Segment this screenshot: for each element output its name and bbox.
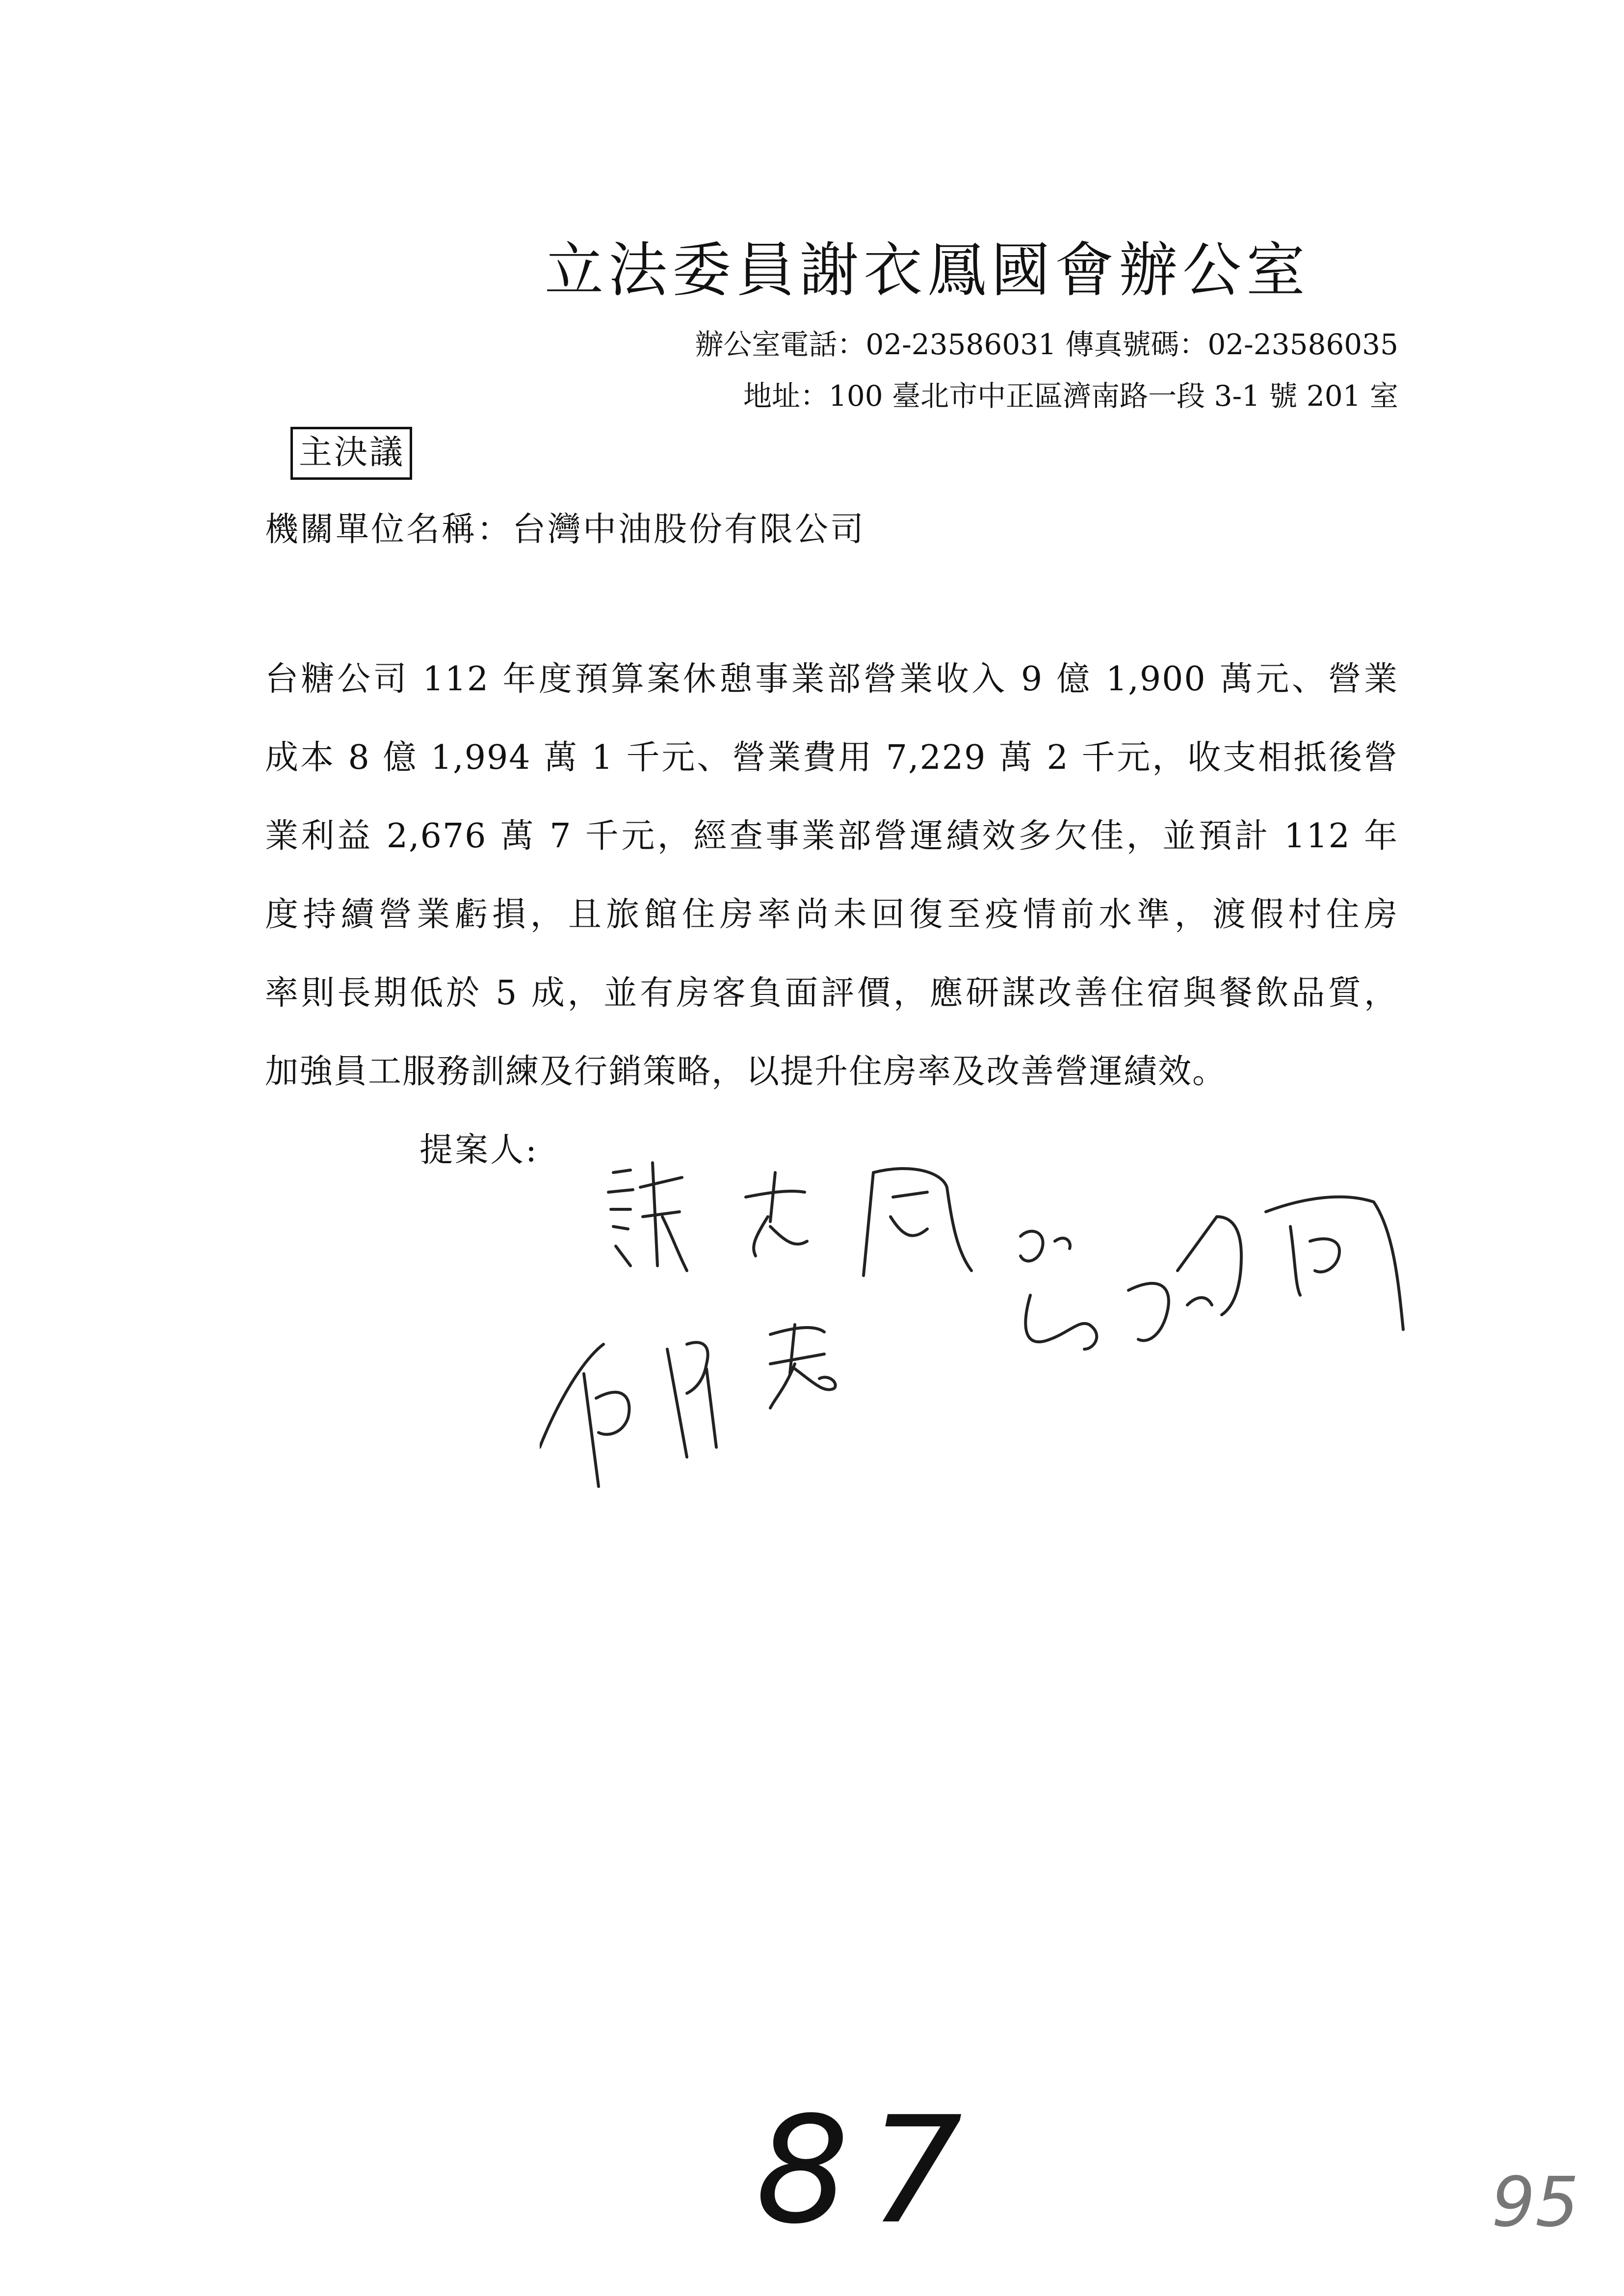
agency-line: 機關單位名稱：台灣中油股份有限公司	[265, 510, 866, 549]
signature-1	[608, 1163, 971, 1276]
office-address-line: 地址：100 臺北市中正區濟南路一段 3-1 號 201 室	[743, 379, 1398, 413]
document-type-label: 主決議	[290, 427, 412, 480]
body-line: 率則長期低於 5 成，並有房客負面評價，應研謀改善住宿與餐飲品質，	[265, 974, 1398, 1013]
body-line: 加強員工服務訓練及行銷策略，以提升住房率及改善營運績效。	[265, 1052, 1227, 1091]
signature-3	[1021, 1197, 1403, 1349]
body-line: 度持續營業虧損，且旅館住房率尚未回復至疫情前水準，渡假村住房	[265, 895, 1398, 934]
office-contact-line: 辦公室電話：02-23586031 傳真號碼：02-23586035	[695, 328, 1398, 361]
page-number: 87	[756, 2085, 982, 2256]
corner-page-number: 95	[1492, 2163, 1579, 2243]
body-line: 業利益 2,676 萬 7 千元，經查事業部營運績效多欠佳，並預計 112 年	[265, 817, 1398, 856]
handwritten-signatures	[540, 1143, 1472, 1585]
signature-2	[540, 1325, 836, 1487]
resolution-body	[265, 640, 1398, 1111]
letterhead-title: 立法委員謝衣鳳國會辦公室	[545, 236, 1310, 305]
body-line: 台糖公司 112 年度預算案休憩事業部營業收入 9 億 1,900 萬元、營業	[265, 660, 1398, 699]
proposer-label: 提案人:	[419, 1131, 539, 1170]
body-line: 成本 8 億 1,994 萬 1 千元、營業費用 7,229 萬 2 千元，收支相抵後營	[265, 738, 1398, 777]
